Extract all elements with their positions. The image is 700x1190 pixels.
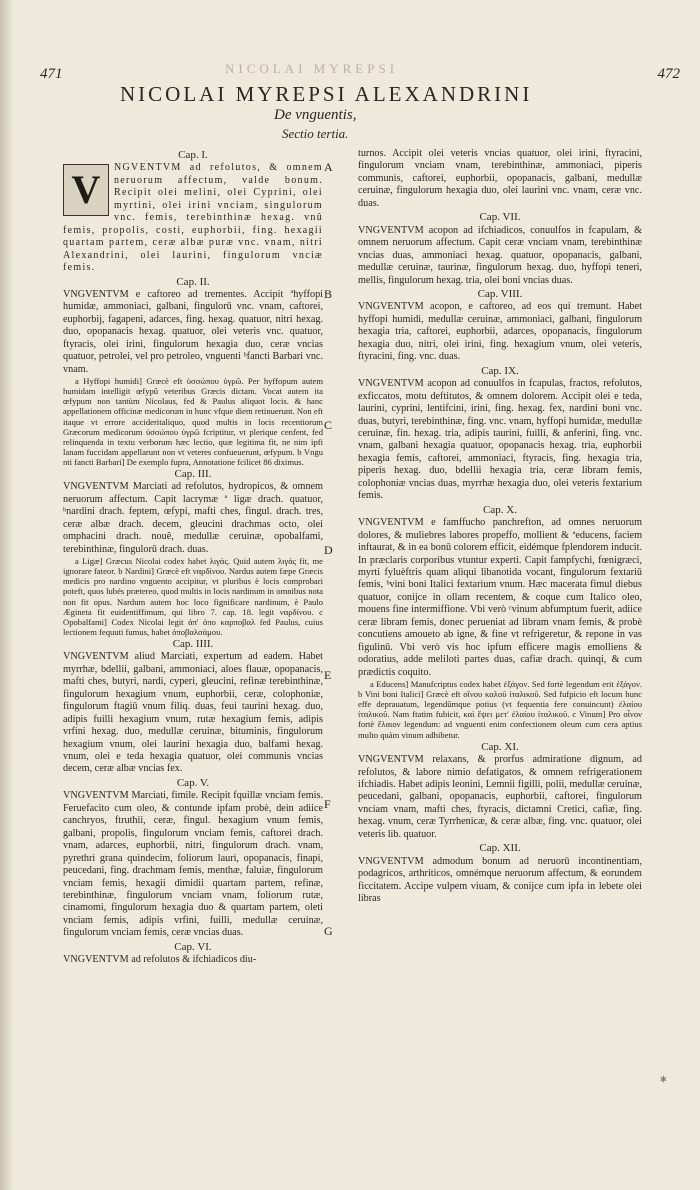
recipe-paragraph: VNGVENTVM Marciati, fimile. Recipit fquillæ vnciam femis. Feruefacito cum oleo, & contunde ipfam probè, dein adiice canchryos, ftruthii, ceræ, fingul. hexagium vnum femis, galbani, propolis, fingulorum vnciam femis, caftorei drach. vnam, adarces, euphorbii, nitri, fingulorum drach. vnam, pyrethri grana quindecim, foliorum lauri, opopanacis, finapi, peucedani, fing. drachmam femis, menthæ, faluiæ, fingulorum vnciam femis, hexagii dimidii quartam partem, refinæ, terebinthinæ, fingulorum vnciam vnam, foliorum rutæ, cinamomi, fingulorum hexagia duo & quartam partem, oleti vnciam femis, adipis vrfini, fuilli, medullæ ceruinæ, fingulorum vnciam femis, ceræ vncias duas. <box>63 790 323 939</box>
chapter-heading: Cap. V. <box>176 776 210 789</box>
recipe-paragraph: VNGVENTVM ad refolutos & ifchiadicos diu- <box>63 954 257 966</box>
recipe-paragraph: VNGVENTVM acopon ad ifchiadicos, conuulfos in fcapulam, & omnem neruorum affectum. Capit ceræ vnciam vnam, terebinthinæ vncias duas, ammoniaci hexag. quatuor, opopanacis, galbani, medullæ ceruinæ, taurinæ, fingulorum hexag. duo, hyffopi teneri, mellis, fingulorum hexag. tria, olei boni vncias duas. <box>358 224 642 286</box>
chapter-heading: Cap. IIII. <box>172 637 214 650</box>
chapter-heading: Cap. VI. <box>174 940 212 953</box>
section-label: Sectio tertia. <box>282 126 349 141</box>
chapter-heading: Cap. X. <box>483 503 517 516</box>
recipe-text: NGVENTVM ad refolutos, & omnem neruorum affectum, valde bonum. Recipit olei melini, olei Cyprini, olei myrtini, olei irini vnciam, singulorum vnc. femis, terebinthinæ hexag. vnû femis, propolis, costi, euphorbii, fing. hexagii quartam partem, ceræ albæ puræ vnc. vnam, nitri Alexandrini, olei laurini, fingulorum vnciæ femis. <box>63 162 323 274</box>
right-column <box>358 148 642 905</box>
recipe-paragraph: VNGVENTVM admodum bonum ad neruorū incontinentiam, podagricos, arthriticos, omnémque neruorum affectum, & eorundem ficcitatem. Accipe vulpem viuam, & conijce cum ipfa in lebete olei libras <box>358 855 642 905</box>
page-number-left: 471 <box>40 66 63 82</box>
chapter-subtitle: De vnguentis, <box>274 107 357 123</box>
left-column <box>63 148 323 967</box>
margin-letter-a: A <box>324 160 333 174</box>
chapter-heading: Cap. IX. <box>481 364 519 377</box>
recipe-paragraph: turnos. Accipit olei veteris vncias quatuor, olei irini, ftyracini, fingulorum vnciam vnam, terebinthinæ, ammoniaci, piperis communis, caftorei, euphorbii, opopanacis, galbani, medullæ ceruinæ, fingulorum hexagia duo, olei laurini vnc. vnam, ceræ vnc. duas. <box>358 148 642 209</box>
chapter-heading: Cap. VIII. <box>477 287 523 300</box>
running-title: NICOLAI MYREPSI ALEXANDRINI <box>120 82 533 106</box>
recipe-paragraph: VNGVENTVM acopon, e caftoreo, ad eos qui tremunt. Habet hyffopi humidi, medullæ ceruinæ, ammoniaci, galbani, fingulorum hexagia tria, caftorei, euphorbii, adarces, opopanacis, fingulorum hexagia duo, nitri, olei irini, fing. hexagium vnum, olei veteris, ftyracini, fing. vnc. duas. <box>358 301 642 363</box>
ink-speck: ✻ <box>660 1075 667 1084</box>
margin-letter-g: G <box>324 924 333 938</box>
margin-letter-b: B <box>324 287 333 301</box>
annotation-note: a Educens] Manufcriptus codex habet ἐξάγον. Sed fortè legendum erit ἐξάγον. b Vini boni Italici] Græcè eft οἴνου καλοῦ ἰταλικοῦ. Sed fufpicio eft locum hunc effe deprauatum, legendūmque potius (vt fequentia fere conuincunt) ἐλαίου ἰταλικοῦ. Nam ftatim fubicit, καὶ ἕψει μετ' ἐλαίου ἰταλικοῦ. c Vinum] Pro οἶνον fortè ἔλαιον legendum: ad vnguenti enim confectionem oleum cum cera aptius multo quàm vinum adhibetur. <box>358 679 642 740</box>
recipe-paragraph: VNGVENTVM relaxans, & prorfus admiratione dignum, ad refolutos, & labore nimio defatigatos, & omnem refrigerationem ifchiadis. Habet adipis leonini, Lemnii figilli, polii, medullæ ceruinæ, peucedani, galbani, opopanacis, euphorbii, caftorei, fingulorum vnciam vnam, mafti ches, ftyracis, dictamni Cretici, cafiæ, fing. hexag. vnum, ceræ Tyrrhenicæ, & ceræ albæ, fing. vnc. quatuor, olei veteris lib. quatuor. <box>358 754 642 840</box>
recipe-paragraph: VNGVENTVM aliud Marciati, expertum ad eadem. Habet myrrhæ, bdellii, galbani, ammoniaci, aloes flauæ, opopanacis, mafti ches, butyri, nardi, cyperi, gleucini, refinæ terebinthinæ, fingulorum hexagium vnum, euphorbii, ceræ, colophoniæ, fingulorum ftagiū vnum filiq. duas, feui taurini hexag. duo, adipis fuilli hexagium vnum, rutæ hexagium femis, adipis vrfini hexag. duo, medullæ ceruinæ, bituminis, fingulorum hexagium vnum, olei laurini hexagia duo, balfami hexag. vnum, olei e teda hexagia quatuor, olei communis vncias decem, ceræ albæ vncias fex. <box>63 651 323 775</box>
recipe-paragraph: VNGVENTVM Marciati ad refolutos, hydropicos, & omnem neruorum affectum. Capit lacrymæ ª ligæ drach. quatuor, ᵇnardini drach. feptem, œfypi, mafti ches, fingul. drach. tres, ceræ albæ drach. decem, gleucini drachmas octo, olei omphacini drach. nouê, medullæ ceruinæ, opobalfami, terebinthinæ, fingulorū drach. duas. <box>63 481 323 555</box>
chapter-heading: Cap. VII. <box>479 211 521 224</box>
recipe-paragraph <box>63 162 323 274</box>
bleed-through-text: NICOLAI MYREPSI <box>225 61 399 76</box>
margin-letter-d: D <box>324 543 333 557</box>
annotation-note: a Ligæ] Græcus Nicolai codex habet λιγάς. Quid autem λιγάς fit, me ignorare fateor. b Nardini] Græcè eft ναρδίνου. Nardus autem fæpe Græcis medicis pro nardino vnguento accipitur, vt pluribus è locis comprobari poteft, quos lubés prætereo, quod multis in locis nardinum in omnibus nota non fit opus. Nardum autem hoc loco fignificare nardinum, è Paulo Ægineta fit euidentiffimum, qui libro 7. cap. 18. legit ναρδίνου. c Opobalfami] Codex Nicolai legit ἀπ' ὀπο καρποβαλ fed Paulus, cuius lectionem fequuti fumus, habet ὀποβαλσάμου. <box>63 556 323 637</box>
page-gutter-shadow <box>0 0 14 1190</box>
chapter-heading: Cap. II. <box>176 275 210 288</box>
chapter-heading: Cap. XI. <box>481 740 519 753</box>
chapter-heading: Cap. I. <box>178 149 208 161</box>
margin-letter-e: E <box>324 668 332 682</box>
recipe-paragraph: VNGVENTVM acopon ad conuulfos in fcapulas, fractos, refolutos, exficcatos, motu deftitutos, & omnem dolorem. Accipit olei e teda, laurini, cyprini, lentifcini, irini, fing. hexag. fex, nardini boni vnc. duas, butyri, terebinthinæ, fing. vnc. vnam, hyffopi humidæ, medullæ ceruinæ, fin. hexag. tria, adipis taurini, fuilli, & anferini, fing. vnc. vnam, galbani hexagia quatuor, opopanacis hexag. tria, euphorbii hexagia femis, caftorei, ammoniaci, ftyracis, fing. hexagia tria, piperis hexag. duo, bdellii hexagia tria, ceræ libram femis, colophoniæ vncias duas, myrrhæ hexagia duo, olei veteris fextarium femis. <box>358 378 642 502</box>
decorated-initial: V <box>63 164 109 216</box>
chapter-heading: Cap. XII. <box>479 842 521 855</box>
margin-letter-f: F <box>324 797 331 811</box>
recipe-paragraph: VNGVENTVM e famffucho panchrefton, ad omnes neruorum dolores, & muliebres labores propeffo, mollient & ªeducens, faciem inftaurat, & in ea bonū colorem efficit, eidémque fplendorem inducit. In præclaris corporibus vtuntur experti. Capit fampfychi, fœnigræci, myrti fyluèftris quam aliqui libanotida vocant, fingulorum fextariū femis, ᵇvini boni Italici fextarium vnum. Hæc macerata fimul diebus quatuor, conijce in ollam recentem, & coque cum Italico oleo, mouens fine intermiffione. Vbi verò ᶜvinum abfumptum fuerit, adiice ceræ libram femis, donec perueniat ad libram vnam femis, & probè concutiens amoueto ab igne, & fine vt refrigeretur, & repone in vas figulinū. Vbi verò vis hoc ipfum efficere magis emolliens & odoratius, adde meliloti partes duas, cafiæ drach. quinqi, & cum prædictis coquito. <box>358 517 642 678</box>
recipe-paragraph: VNGVENTVM e caftoreo ad trementes. Accipit ªhyffopi humidæ, ammoniaci, galbani, fingulorū vnc. vnam, caftorei, euphorbij, fagapeni, adarces, fing. hexag. quatuor, nitri hexag. duo, opopanacis hexag. quatuor, olei veteris vnc. quatuor, ftyracis, olei irini, fingulorum hexagia duo, ceræ vncias quatuor, petrolei, vel pro petroleo, vnguenti ᵇfancti Barbari vnc. vnam. <box>63 288 323 375</box>
chapter-heading: Cap. III. <box>174 468 212 480</box>
page-number-right: 472 <box>657 66 680 82</box>
annotation-note: a Hyffopi humidi] Græcè eft ὑσσώπου ὑγρῶ. Per hyffopum autem humidam intelligit œfypû veteribus Græcis dictam. Vocat autem ita œfypum non tantùm Nicolaus, fed & Paulus aliquot locis. & hanc appellationem officinæ medicorum in hunc vfque diem retinuerunt. Non eft itaque vt errore accideritaliquo, quod multis in locis recentiorum Græcorum medicorum ὑσσώπου ὑγρῶ fcriptitur, vt plerique cenfent, fed relinquenda in textu verborum hæc lectio, quæ legitima fit, ne nim ipfi lanam fuccidam appellarunt non vt veteres confueuerunt, œfypum. b Vngu nti fancti Barbari] De exemplo fupra, Annotatione fcilicet 86 diximus. <box>63 376 323 467</box>
margin-letter-c: C <box>324 418 333 432</box>
